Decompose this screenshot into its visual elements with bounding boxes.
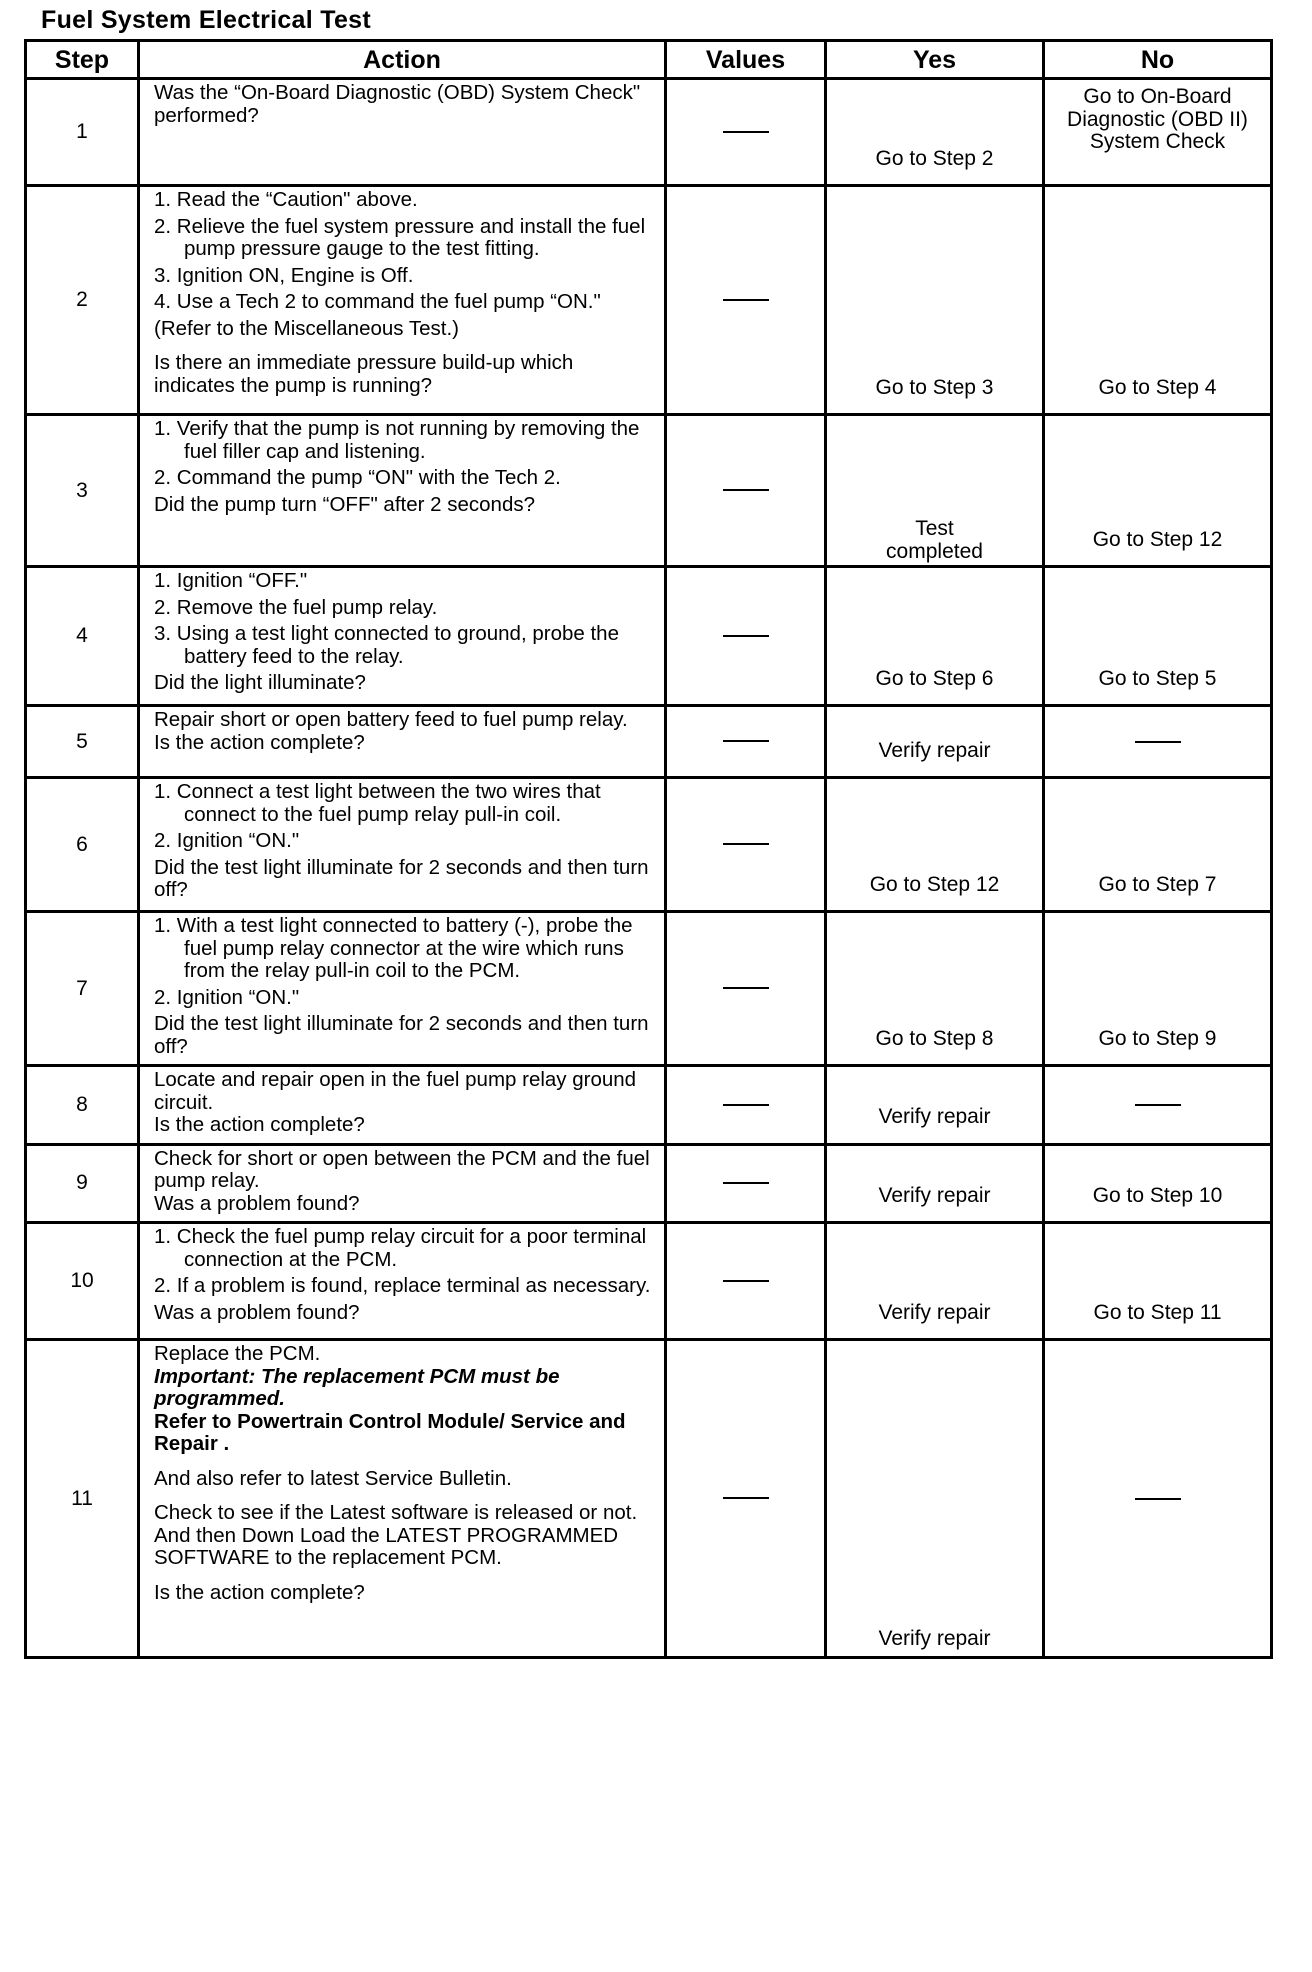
step-number: 4 [26, 567, 139, 706]
action-item: 1. Verify that the pump is not running by removing the fuel filler cap and listening. [154, 417, 640, 463]
action-question: Is the action complete? [154, 1580, 365, 1604]
no-cell: Go to Step 7 [1044, 778, 1272, 912]
yes-cell: Verify repair [826, 1223, 1044, 1340]
action-item: 2. If a problem is found, replace terminal as necessary. [154, 1274, 651, 1297]
action-cell [139, 567, 666, 706]
values-cell [666, 79, 826, 186]
action-question: Is the action complete? [154, 1113, 365, 1136]
important-note: Important: The replacement PCM must be programmed. [154, 1364, 560, 1410]
empty-value-dash [723, 1280, 769, 1282]
action-text: Replace the PCM. [154, 1342, 321, 1365]
action-note: (Refer to the Miscellaneous Test.) [154, 316, 459, 340]
yes-cell: Verify repair [826, 1340, 1044, 1658]
yes-cell: Test completed [826, 415, 1044, 567]
step-number: 9 [26, 1144, 139, 1223]
action-cell [139, 1144, 666, 1223]
values-cell [666, 1144, 826, 1223]
empty-value-dash [723, 635, 769, 637]
empty-value-dash [723, 740, 769, 742]
step-number: 1 [26, 79, 139, 186]
action-text: Locate and repair open in the fuel pump relay ground circuit. [154, 1068, 637, 1114]
table-row [26, 79, 1272, 186]
action-question: Did the test light illuminate for 2 seconds and then turn off? [154, 855, 649, 901]
action-question: Did the pump turn “OFF" after 2 seconds? [154, 492, 536, 516]
action-item: 1. Check the fuel pump relay circuit for a poor terminal connection at the PCM. [154, 1225, 647, 1271]
table-row [26, 1223, 1272, 1340]
no-cell [1044, 1066, 1272, 1145]
no-cell: Go to Step 5 [1044, 567, 1272, 706]
header-yes: Yes [826, 41, 1044, 79]
empty-value-dash [723, 1497, 769, 1499]
yes-cell: Verify repair [826, 1144, 1044, 1223]
software-note: Check to see if the Latest software is released or not. And then Down Load the LATEST PROGRAMMED SOFTWARE to the replacement PCM. [154, 1501, 638, 1569]
header-no: No [1044, 41, 1272, 79]
table-row [26, 186, 1272, 415]
empty-value-dash [723, 987, 769, 989]
no-cell: Go to Step 12 [1044, 415, 1272, 567]
action-item: 1. With a test light connected to battery (-), probe the fuel pump relay connector at the wire which runs from the relay pull-in coil to the PCM. [154, 914, 633, 982]
yes-cell: Go to Step 3 [826, 186, 1044, 415]
action-cell [139, 186, 666, 415]
action-question: Was a problem found? [154, 1300, 360, 1324]
table-row [26, 1340, 1272, 1658]
refer-note: Refer to Powertrain Control Module/ Service and Repair . [154, 1409, 626, 1455]
no-cell: Go to On-Board Diagnostic (OBD II) System Check [1044, 79, 1272, 186]
table-row [26, 415, 1272, 567]
action-item: 3. Ignition ON, Engine is Off. [154, 263, 414, 287]
page-title: Fuel System Electrical Test [41, 6, 371, 34]
action-cell [139, 1340, 666, 1658]
values-cell [666, 567, 826, 706]
action-item: 1. Ignition “OFF." [154, 569, 308, 592]
yes-cell: Go to Step 2 [826, 79, 1044, 186]
step-number: 2 [26, 186, 139, 415]
step-number: 8 [26, 1066, 139, 1145]
table-row [26, 1144, 1272, 1223]
action-item: 3. Using a test light connected to ground, probe the battery feed to the relay. [154, 622, 619, 668]
values-cell [666, 415, 826, 567]
empty-value-dash [723, 1182, 769, 1184]
action-text: Was the “On-Board Diagnostic (OBD) System Check" performed? [154, 81, 641, 127]
no-cell: Go to Step 10 [1044, 1144, 1272, 1223]
header-row [26, 41, 1272, 79]
action-cell [139, 79, 666, 186]
empty-value-dash [1135, 741, 1181, 743]
action-item: 2. Relieve the fuel system pressure and install the fuel pump pressure gauge to the test fitting. [154, 214, 646, 260]
yes-cell: Go to Step 12 [826, 778, 1044, 912]
no-cell: Go to Step 9 [1044, 912, 1272, 1066]
values-cell [666, 1223, 826, 1340]
action-item: 4. Use a Tech 2 to command the fuel pump “ON." [154, 290, 601, 313]
action-text: Check for short or open between the PCM and the fuel pump relay. [154, 1146, 650, 1192]
action-cell [139, 706, 666, 778]
empty-value-dash [723, 299, 769, 301]
action-item: 2. Remove the fuel pump relay. [154, 595, 438, 619]
action-cell [139, 1066, 666, 1145]
action-question: Did the light illuminate? [154, 671, 366, 694]
action-item: 2. Ignition “ON." [154, 985, 300, 1009]
table-row [26, 912, 1272, 1066]
yes-cell: Go to Step 6 [826, 567, 1044, 706]
empty-value-dash [1135, 1498, 1181, 1500]
table-row [26, 706, 1272, 778]
step-number: 7 [26, 912, 139, 1066]
action-cell [139, 912, 666, 1066]
action-cell [139, 778, 666, 912]
step-number: 5 [26, 706, 139, 778]
values-cell [666, 912, 826, 1066]
action-item: 2. Command the pump “ON" with the Tech 2. [154, 466, 561, 489]
no-cell [1044, 706, 1272, 778]
action-item: 1. Read the “Caution" above. [154, 188, 418, 211]
yes-cell: Verify repair [826, 1066, 1044, 1145]
values-cell [666, 186, 826, 415]
header-values: Values [666, 41, 826, 79]
action-text: Repair short or open battery feed to fuel pump relay. [154, 708, 628, 731]
header-action: Action [139, 41, 666, 79]
action-question: Is there an immediate pressure build-up which indicates the pump is running? [154, 351, 574, 397]
step-number: 6 [26, 778, 139, 912]
empty-value-dash [723, 131, 769, 133]
action-question: Was a problem found? [154, 1191, 360, 1215]
action-cell [139, 1223, 666, 1340]
step-number: 11 [26, 1340, 139, 1658]
action-cell [139, 415, 666, 567]
values-cell [666, 778, 826, 912]
table-row [26, 778, 1272, 912]
no-cell: Go to Step 4 [1044, 186, 1272, 415]
action-item: 2. Ignition “ON." [154, 829, 300, 852]
empty-value-dash [1135, 1104, 1181, 1106]
no-cell [1044, 1340, 1272, 1658]
empty-value-dash [723, 1104, 769, 1106]
action-item: 1. Connect a test light between the two wires that connect to the fuel pump relay pull-in coil. [154, 780, 601, 826]
values-cell [666, 1066, 826, 1145]
bulletin-note: And also refer to latest Service Bulletin. [154, 1466, 512, 1490]
diagnostic-table [24, 39, 1273, 1659]
table-row [26, 567, 1272, 706]
step-number: 10 [26, 1223, 139, 1340]
action-question: Did the test light illuminate for 2 seconds and then turn off? [154, 1012, 649, 1058]
no-cell: Go to Step 11 [1044, 1223, 1272, 1340]
action-question: Is the action complete? [154, 730, 365, 754]
empty-value-dash [723, 489, 769, 491]
step-number: 3 [26, 415, 139, 567]
values-cell [666, 706, 826, 778]
table-row [26, 1066, 1272, 1145]
yes-cell: Verify repair [826, 706, 1044, 778]
header-step: Step [26, 41, 139, 79]
yes-cell: Go to Step 8 [826, 912, 1044, 1066]
values-cell [666, 1340, 826, 1658]
empty-value-dash [723, 843, 769, 845]
